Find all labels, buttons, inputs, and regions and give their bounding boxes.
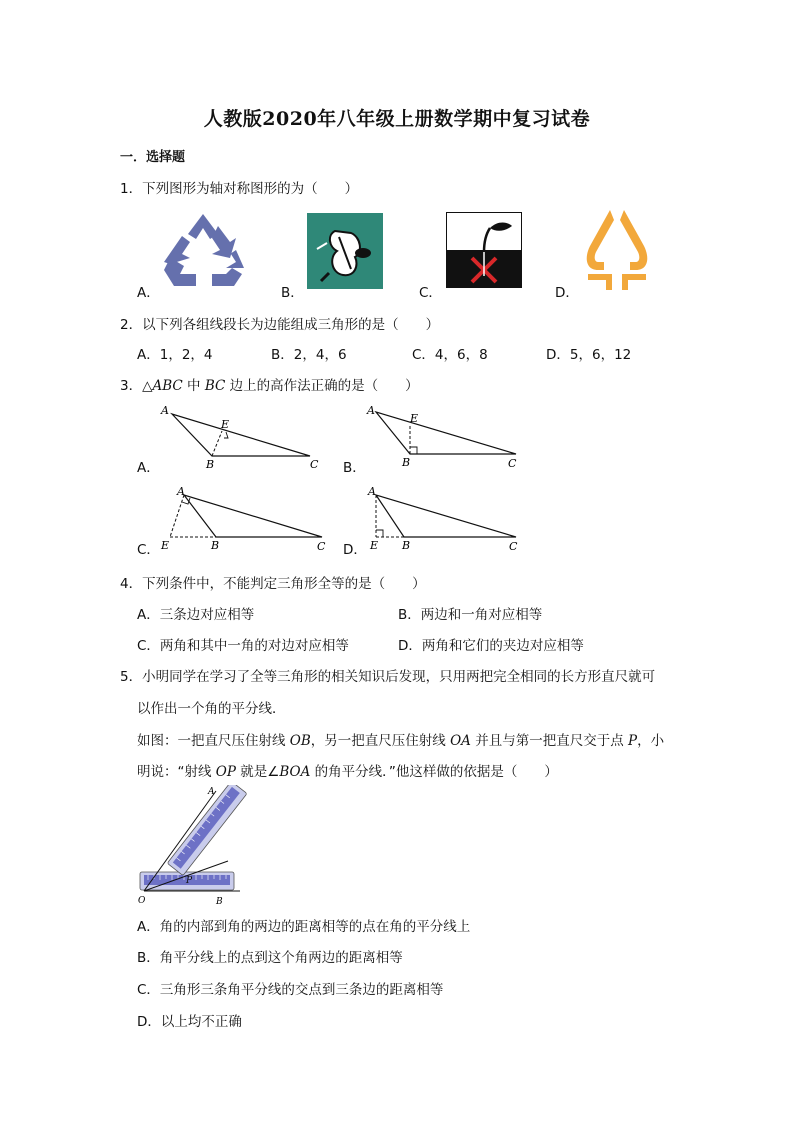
q5-ruler-figure <box>136 785 248 907</box>
q3-label-c: C． <box>137 542 160 558</box>
point-e-label: E <box>221 418 230 431</box>
q3-label-b: B． <box>343 460 366 476</box>
svg-text:A: A <box>368 485 376 498</box>
q5-line3: 如图：一把直尺压住射线 OB，另一把直尺压住射线 OA 并且与第一把直尺交于点 P，小 <box>137 733 665 749</box>
svg-text:A: A <box>367 404 375 417</box>
q3-figure-d <box>364 483 534 558</box>
section-heading: 一．选择题 <box>120 150 186 165</box>
q1-label-c: C． <box>419 285 442 301</box>
q2-option-d: D．5，6，12 <box>546 347 632 363</box>
svg-text:A: A <box>177 485 185 498</box>
fig-label-b: B <box>216 897 223 907</box>
q5-option-a: A．角的内部到角的两边的距离相等的点在角的平分线上 <box>137 919 471 935</box>
svg-text:C: C <box>317 540 326 553</box>
point-a-label: A <box>161 404 169 417</box>
q1-label-b: B． <box>281 285 304 301</box>
svg-text:B: B <box>402 539 411 552</box>
q2-option-a: A．1，2，4 <box>137 347 213 363</box>
plant-prohibited-sign-icon <box>446 212 522 288</box>
q3-figure-b <box>364 400 534 475</box>
q3-label-d: D． <box>343 542 367 558</box>
svg-text:E: E <box>161 539 170 552</box>
q5-option-c: C．三角形三条角平分线的交点到三条边的距离相等 <box>137 982 444 998</box>
apple-core-sign-icon <box>307 213 383 289</box>
q3-figure-c <box>158 483 333 558</box>
recycle-icon <box>160 212 246 290</box>
svg-text:B: B <box>402 456 411 469</box>
fig-label-a: A <box>208 787 215 797</box>
q2-option-b: B．2，4，6 <box>271 347 347 363</box>
orange-logo-icon <box>580 206 654 294</box>
q4-stem: 4．下列条件中，不能判定三角形全等的是（ ） <box>120 576 426 592</box>
q1-stem: 1．下列图形为轴对称图形的为（ ） <box>120 181 359 197</box>
q4-option-d: D．两角和它们的夹边对应相等 <box>398 638 584 654</box>
q4-option-c: C．两角和其中一角的对边对应相等 <box>137 638 349 654</box>
q4-option-a: A．三条边对应相等 <box>137 607 255 623</box>
q3-stem: 3．△ABC 中 BC 边上的高作法正确的是（ ） <box>120 378 419 394</box>
point-c-label: C <box>310 458 319 471</box>
q2-stem: 2．以下列各组线段长为边能组成三角形的是（ ） <box>120 317 440 333</box>
q5-line1: 5．小明同学在学习了全等三角形的相关知识后发现，只用两把完全相同的长方形直尺就可 <box>120 669 656 685</box>
q5-option-d: D．以上均不正确 <box>137 1014 242 1030</box>
fig-label-p: P <box>186 876 193 886</box>
q1-label-a: A． <box>137 285 160 301</box>
q2-option-c: C．4，6，8 <box>412 347 488 363</box>
svg-text:E: E <box>370 539 379 552</box>
q1-label-d: D． <box>555 285 579 301</box>
svg-text:C: C <box>508 457 517 470</box>
svg-text:E: E <box>410 412 419 425</box>
q5-option-b: B．角平分线上的点到这个角两边的距离相等 <box>137 950 403 966</box>
q3-figure-a <box>158 400 328 475</box>
point-b-label: B <box>206 458 215 471</box>
page-title: 人教版2020年八年级上册数学期中复习试卷 <box>203 108 591 130</box>
q3-label-a: A． <box>137 460 160 476</box>
q4-option-b: B．两边和一角对应相等 <box>398 607 543 623</box>
q5-line4: 明说：“射线 OP 就是∠BOA 的角平分线．”他这样做的依据是（ ） <box>137 764 558 780</box>
q5-line2: 以作出一个角的平分线． <box>137 701 286 717</box>
svg-text:C: C <box>509 540 518 553</box>
svg-text:B: B <box>211 539 220 552</box>
fig-label-o: O <box>138 896 146 906</box>
